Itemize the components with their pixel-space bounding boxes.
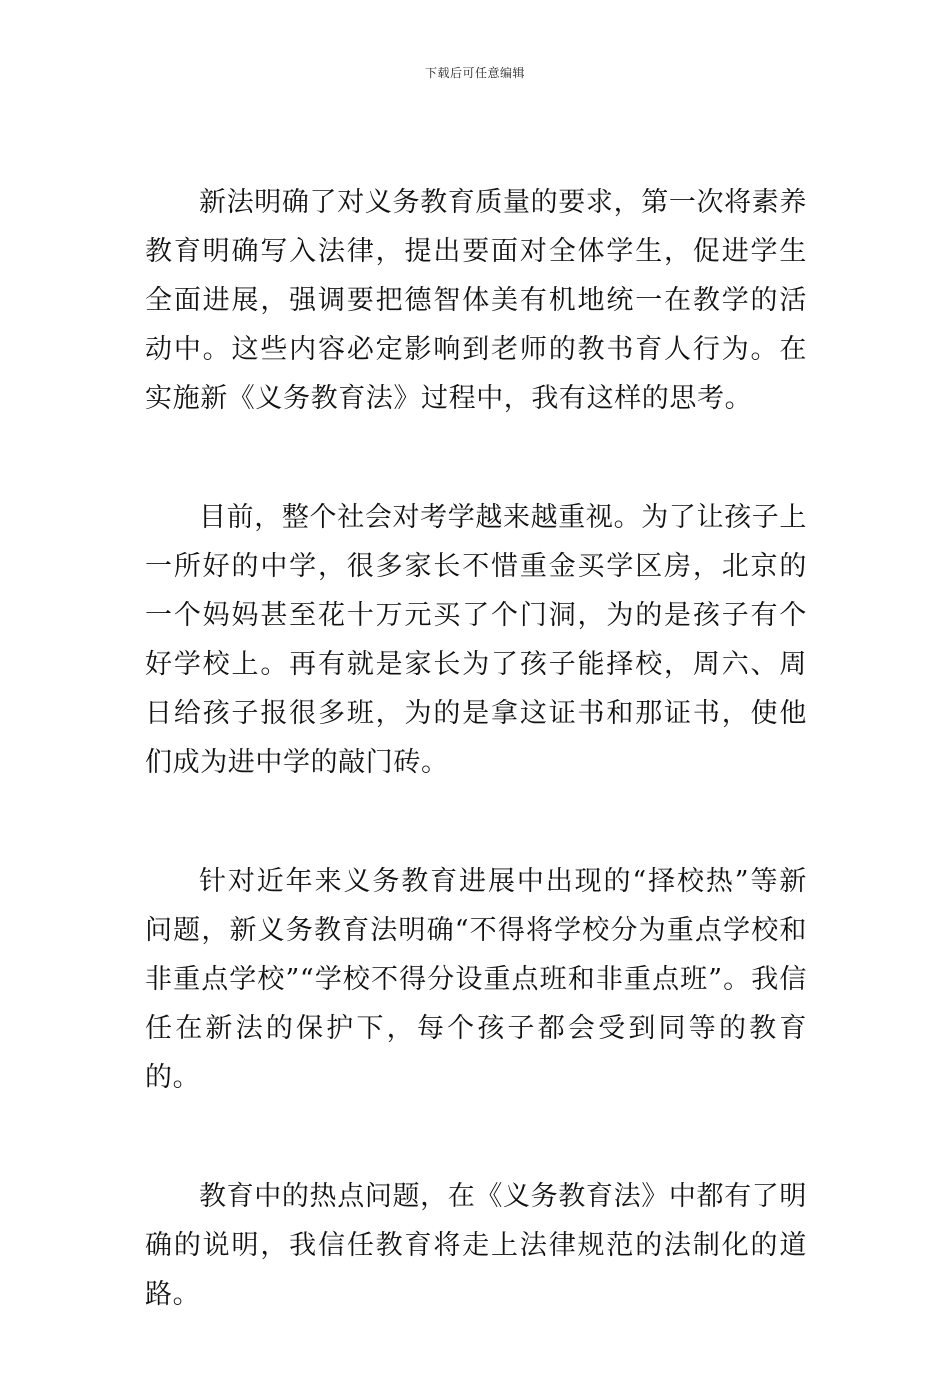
paragraph-1: 新法明确了对义务教育质量的要求，第一次将素养教育明确写入法律，提出要面对全体学生，促进学生全面进展，强调要把德智体美有机地统一在教学的活动中。这些内容必定影响到老师的教书育人行为。在实施新《义务教育法》过程中，我有这样的思考。 bbox=[145, 187, 807, 414]
paragraph-3: 针对近年来义务教育进展中出现的“择校热”等新问题，新义务教育法明确“不得将学校分为重点学校和非重点学校”“学校不得分设重点班和非重点班”。我信任在新法的保护下，每个孩子都会受到同等的教育的。 bbox=[145, 866, 807, 1093]
paragraph-2: 目前，整个社会对考学越来越重视。为了让孩子上一所好的中学，很多家长不惜重金买学区房，北京的一个妈妈甚至花十万元买了个门洞，为的是孩子有个好学校上。再有就是家长为了孩子能择校，周六、周日给孩子报很多班，为的是拿这证书和那证书，使他们成为进中学的敲门砖。 bbox=[145, 502, 807, 778]
document-body bbox=[145, 178, 807, 1389]
paragraph-4: 教育中的热点问题，在《义务教育法》中都有了明确的说明，我信任教育将走上法律规范的法制化的道路。 bbox=[145, 1181, 807, 1310]
page-header: 下载后可任意编辑 bbox=[424, 66, 525, 80]
